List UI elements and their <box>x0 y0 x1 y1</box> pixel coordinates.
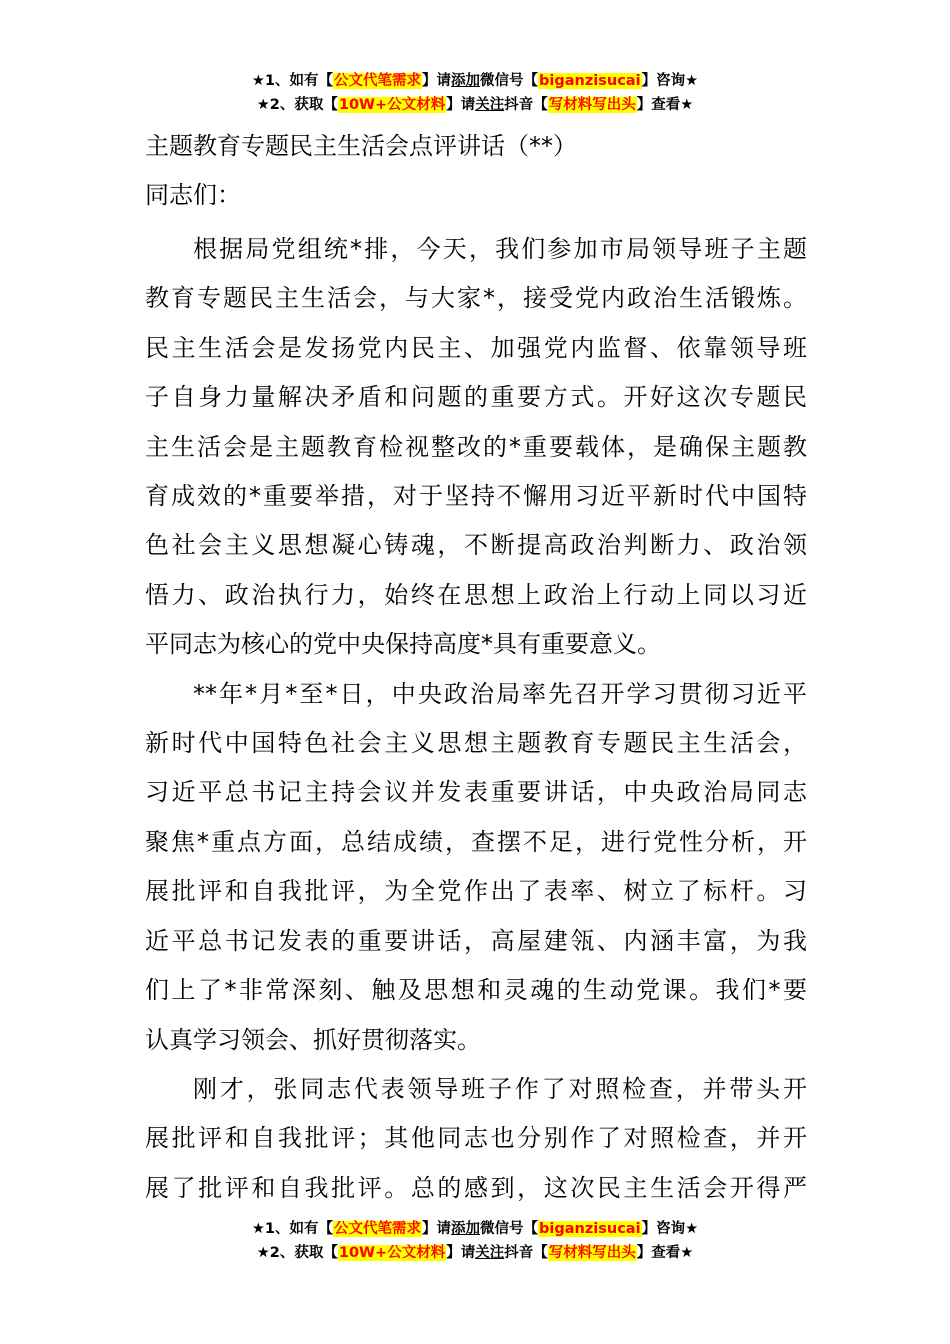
promo-text: 】请 <box>422 1221 452 1237</box>
promo-text: 】请 <box>446 1245 476 1261</box>
paragraph-2 <box>145 670 807 1065</box>
paragraph-line: 近平总书记发表的重要讲话，高屋建瓴、内涵丰富，为我 <box>145 926 807 955</box>
promo-wechat-id: biganzisucai <box>539 1221 641 1237</box>
promo-text: 】查看★ <box>636 1245 694 1261</box>
promo-line-1 <box>0 1217 950 1241</box>
promo-text: 】咨询★ <box>641 73 699 89</box>
salutation: 同志们： <box>145 181 241 209</box>
paragraph-line: 悟力、政治执行力，始终在思想上政治上行动上同以习近 <box>145 580 807 609</box>
paragraph-3 <box>145 1065 807 1213</box>
promo-douyin-id: 写材料写出头 <box>548 1245 636 1261</box>
promo-underlined-text: 添加 <box>451 73 481 89</box>
document-title: 主题教育专题民主生活会点评讲话（**） <box>145 132 577 160</box>
promo-text: ★2、获取【 <box>256 1245 338 1261</box>
promo-line-2 <box>0 93 950 117</box>
promo-banner-bottom <box>0 1217 950 1265</box>
promo-text: 】请 <box>446 97 476 113</box>
paragraph-line: 展批评和自我批评，为全党作出了表率、树立了标杆。习 <box>145 877 807 906</box>
paragraph-line: 认真学习领会、抓好贯彻落实。 <box>145 1025 481 1054</box>
promo-text: ★1、如有【 <box>251 1221 334 1237</box>
promo-line-1 <box>0 69 950 93</box>
promo-underlined-text: 关注 <box>475 97 505 113</box>
paragraph-1 <box>145 225 807 670</box>
paragraph-line: 们上了*非常深刻、触及思想和灵魂的生动党课。我们*要 <box>145 976 807 1005</box>
promo-text: 】请 <box>422 73 452 89</box>
promo-text: 】查看★ <box>636 97 694 113</box>
promo-text: 抖音【 <box>504 1245 548 1261</box>
promo-wechat-id: biganzisucai <box>539 73 641 89</box>
paragraph-line: 子自身力量解决矛盾和问题的重要方式。开好这次专题民 <box>145 383 807 412</box>
paragraph-line: 刚才，张同志代表领导班子作了对照检查，并带头开 <box>193 1074 807 1103</box>
paragraph-line: 展了批评和自我批评。总的感到，这次民主生活会开得严 <box>145 1173 807 1202</box>
promo-text: 微信号【 <box>480 1221 539 1237</box>
promo-line-2 <box>0 1241 950 1265</box>
paragraph-line: **年*月*至*日，中央政治局率先召开学习贯彻习近平 <box>193 679 807 708</box>
promo-underlined-text: 关注 <box>475 1245 505 1261</box>
paragraph-line: 习近平总书记主持会议并发表重要讲话，中央政治局同志 <box>145 778 807 807</box>
paragraph-line: 民主生活会是发扬党内民主、加强党内监督、依靠领导班 <box>145 333 807 362</box>
promo-text: 微信号【 <box>480 73 539 89</box>
paragraph-line: 平同志为核心的党中央保持高度*具有重要意义。 <box>145 630 661 659</box>
paragraph-line: 展批评和自我批评；其他同志也分别作了对照检查，并开 <box>145 1124 807 1153</box>
promo-highlight: 公文代笔需求 <box>334 1221 422 1237</box>
paragraph-line: 主生活会是主题教育检视整改的*重要载体，是确保主题教 <box>145 432 807 461</box>
promo-highlight: 公文代笔需求 <box>334 73 422 89</box>
paragraph-line: 聚焦*重点方面，总结成绩，查摆不足，进行党性分析，开 <box>145 827 807 856</box>
promo-underlined-text: 添加 <box>451 1221 481 1237</box>
promo-highlight: 10W+公文材料 <box>338 1245 446 1261</box>
paragraph-line: 根据局党组统*排，今天，我们参加市局领导班子主题 <box>193 235 807 263</box>
promo-banner-top <box>0 69 950 117</box>
promo-highlight: 10W+公文材料 <box>338 97 446 113</box>
paragraph-line: 教育专题民主生活会，与大家*，接受党内政治生活锻炼。 <box>145 284 807 313</box>
document-body <box>145 127 807 1213</box>
promo-douyin-id: 写材料写出头 <box>548 97 636 113</box>
paragraph-line: 色社会主义思想凝心铸魂，不断提高政治判断力、政治领 <box>145 531 807 560</box>
paragraph-line: 育成效的*重要举措，对于坚持不懈用习近平新时代中国特 <box>145 482 807 511</box>
promo-text: ★1、如有【 <box>251 73 334 89</box>
promo-text: 抖音【 <box>504 97 548 113</box>
paragraph-line: 新时代中国特色社会主义思想主题教育专题民主生活会， <box>145 729 807 758</box>
promo-text: 】咨询★ <box>641 1221 699 1237</box>
promo-text: ★2、获取【 <box>256 97 338 113</box>
